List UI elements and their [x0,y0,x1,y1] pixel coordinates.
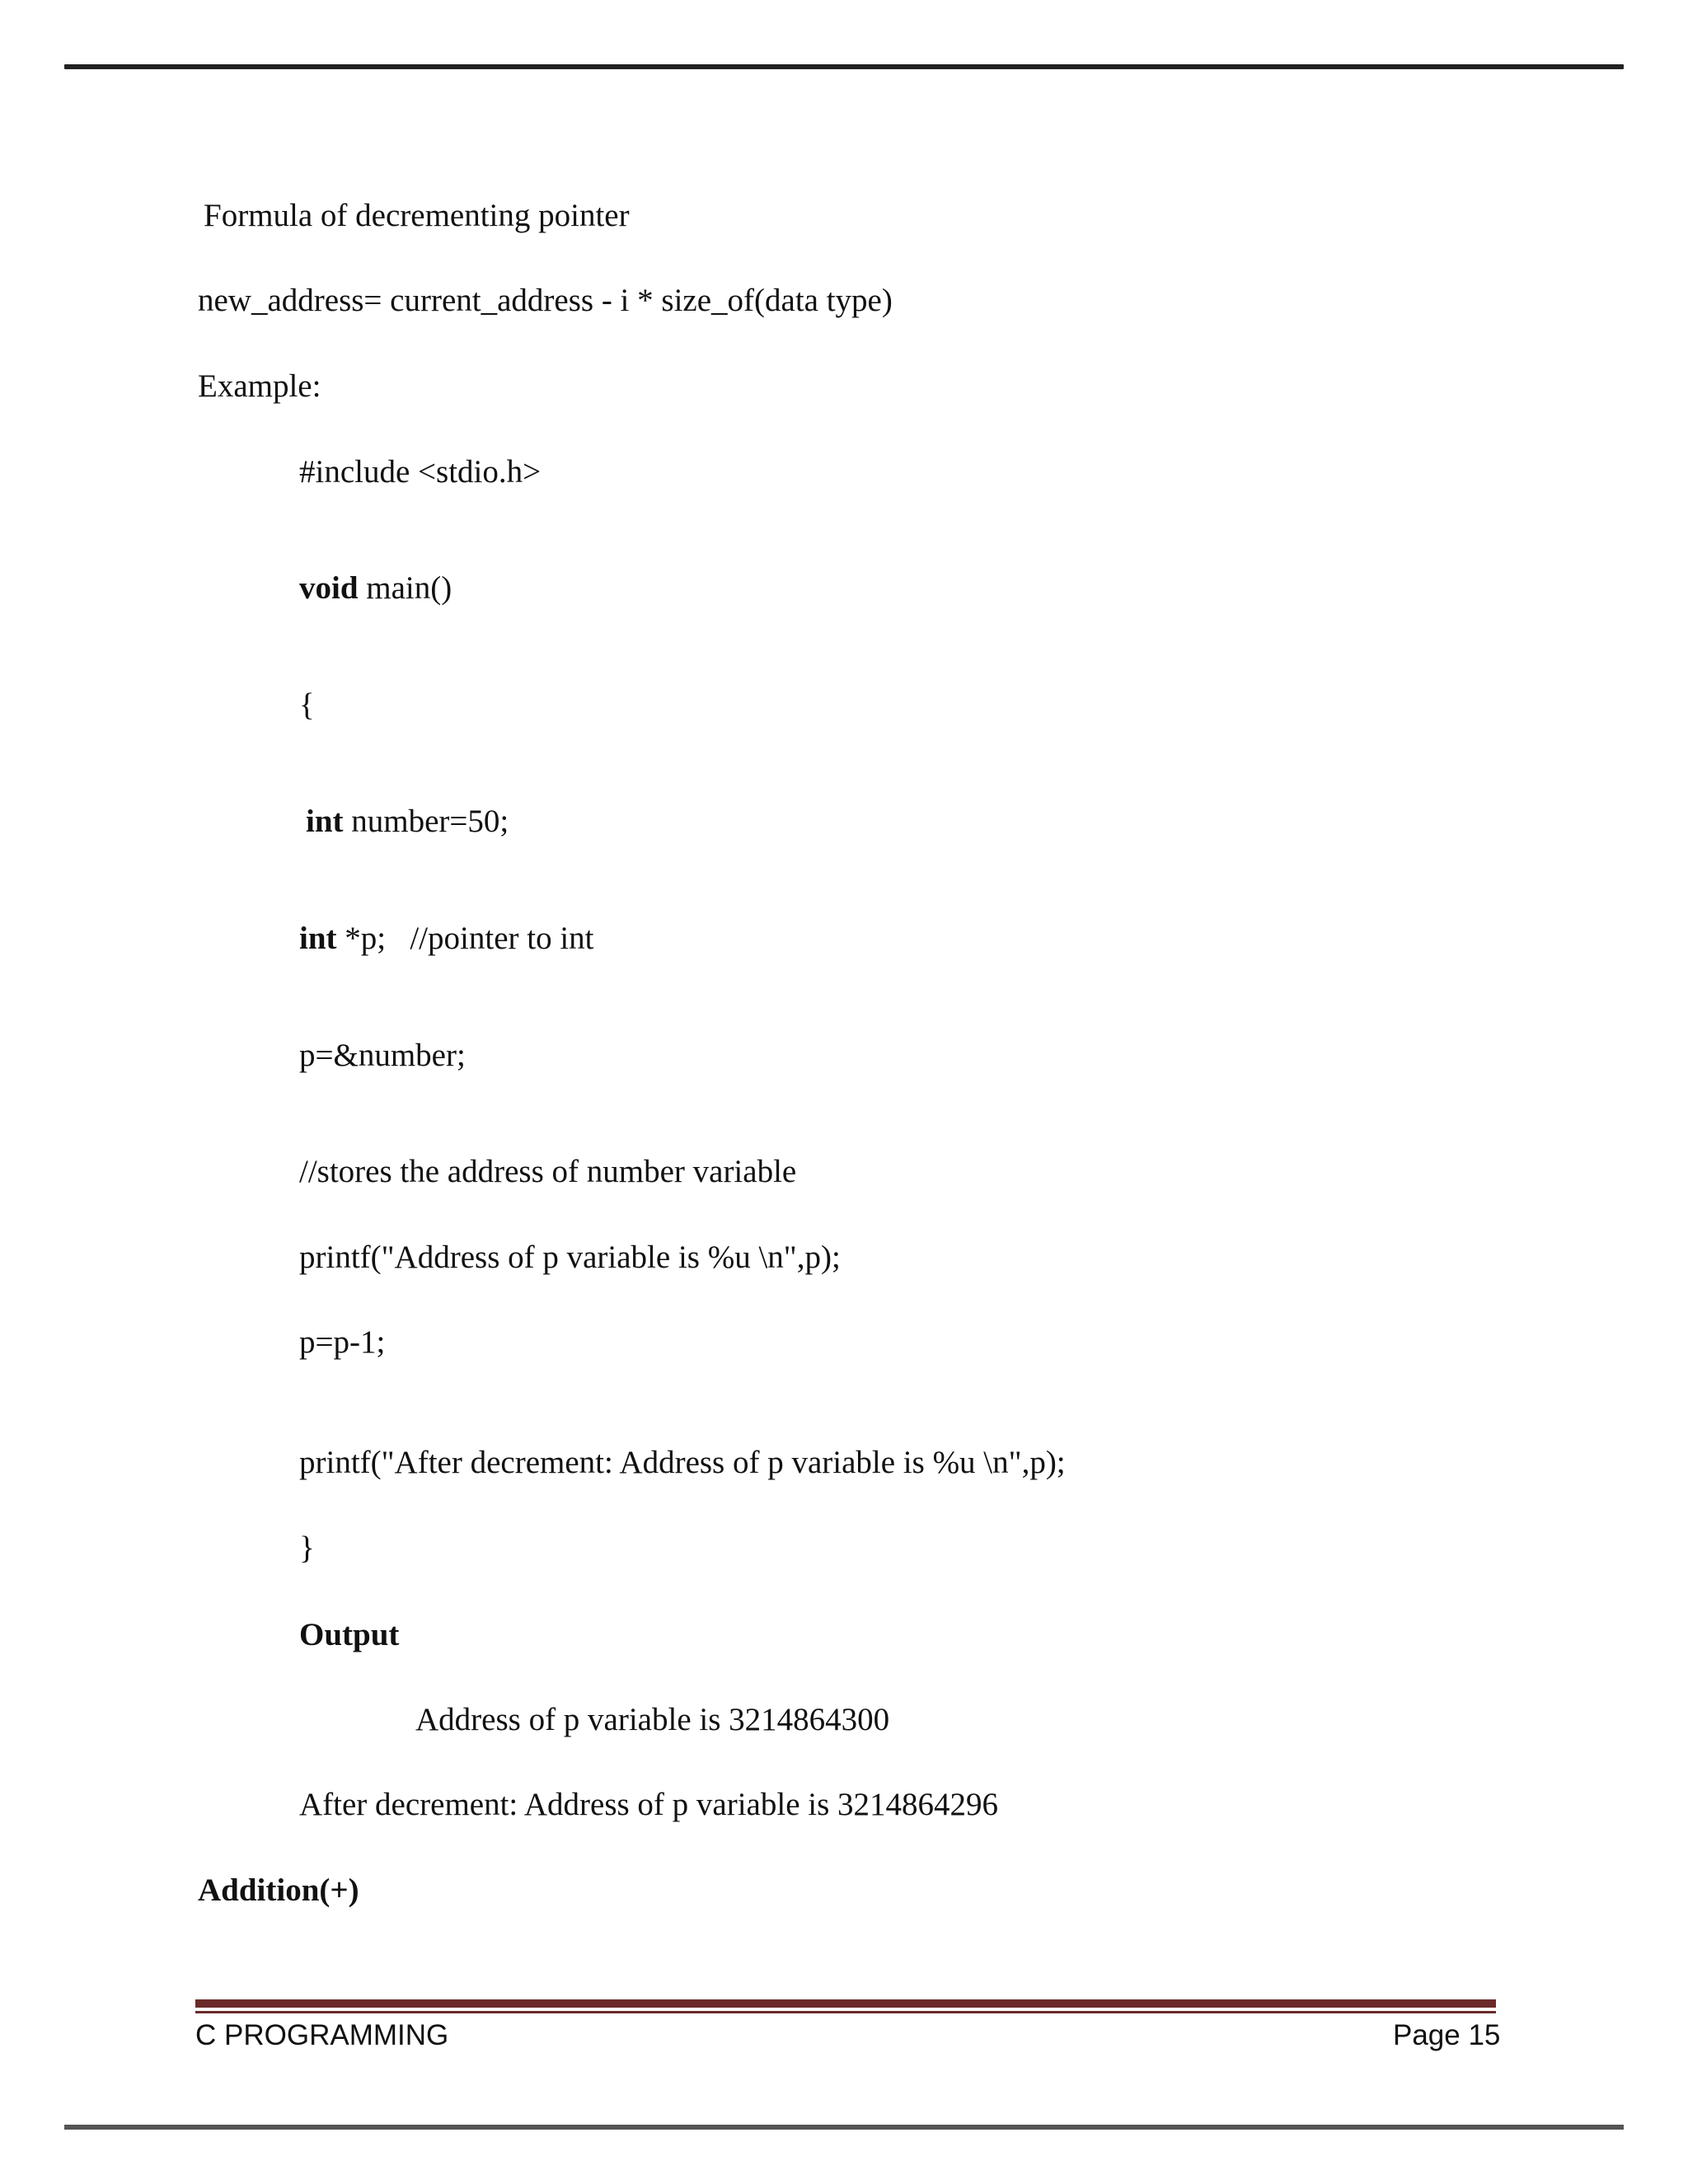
code-comment: //stores the address of number variable [299,1154,797,1189]
code-printf-2: printf("After decrement: Address of p variable is %u \n",p); [299,1445,1066,1480]
code-keyword-int: int [306,804,344,839]
page-number: Page 15 [1393,2019,1501,2051]
code-decrement: p=p-1; [299,1324,386,1360]
code-printf-1: printf("Address of p variable is %u \n",p); [299,1240,841,1275]
code-pointer-rest: *p; //pointer to int [336,921,594,956]
page-bottom-border [64,2125,1624,2130]
code-assign: p=&number; [299,1038,466,1073]
footer-rule-thin [195,2011,1496,2013]
code-include: #include <stdio.h> [299,454,542,490]
code-keyword-int: int [299,921,337,956]
code-pointer-line [299,922,594,954]
code-keyword-void: void [299,570,359,606]
output-line-1: Address of p variable is 3214864300 [415,1702,890,1737]
code-main-line [299,572,452,604]
code-close-brace: } [299,1530,315,1566]
code-declaration-line [306,805,509,837]
output-label: Output [299,1617,400,1652]
footer-title: C PROGRAMMING [195,2019,449,2051]
code-declaration-rest: number=50; [343,804,509,839]
code-main-rest: main() [358,570,452,606]
formula-text: new_address= current_address - i * size_of(data type) [198,283,893,318]
output-line-2: After decrement: Address of p variable is 3214864296 [299,1787,999,1822]
section-heading-addition: Addition(+) [198,1872,359,1908]
code-open-brace: { [299,687,315,723]
footer-rule [195,1999,1496,2008]
formula-heading: Formula of decrementing pointer [204,198,630,233]
example-label: Example: [198,368,321,404]
page-top-border [64,64,1624,69]
